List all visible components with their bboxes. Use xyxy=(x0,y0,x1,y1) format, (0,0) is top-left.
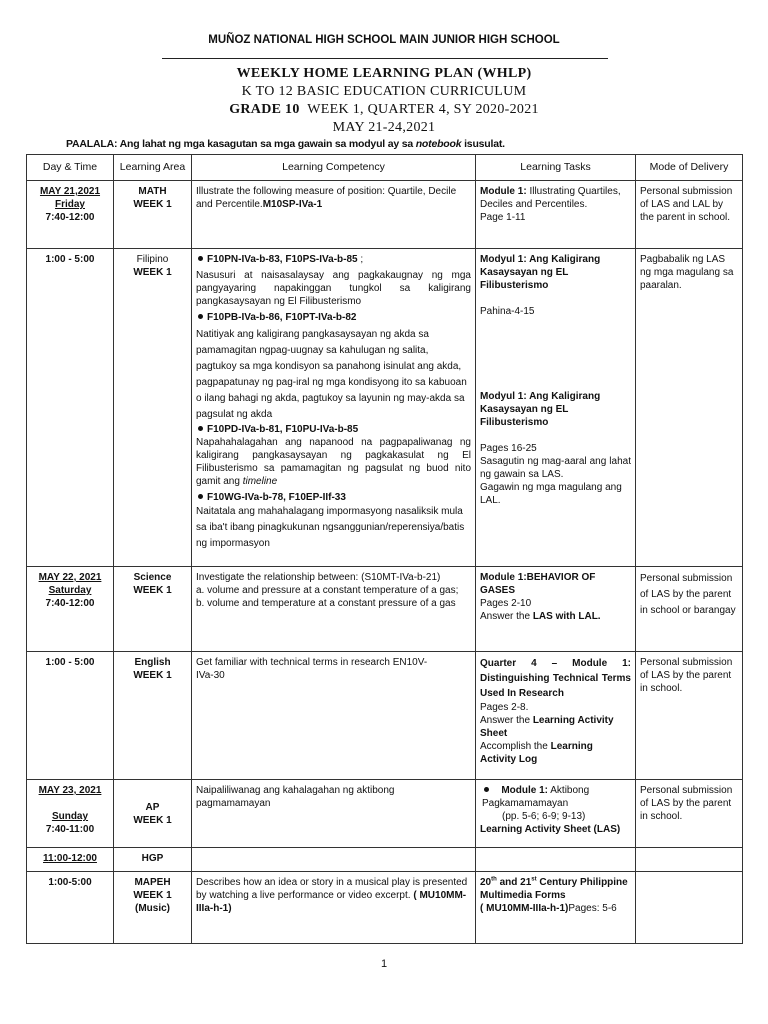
competency-text: Nasusuri at naisasalaysay ang pagkakaugnay ng mga pangyayaring napakinggan tungkol sa kaligirang pangkasaysayan ng El Filibusterismo xyxy=(196,270,471,307)
week-quarter: WEEK 1, QUARTER 4, SY 2020-2021 xyxy=(307,102,539,117)
cell-tasks xyxy=(476,249,636,567)
bullet-icon xyxy=(198,314,203,319)
col-mode-of-delivery: Mode of Delivery xyxy=(636,155,743,181)
task-text: Illustrating Quartiles, Deciles and Percentiles. xyxy=(480,186,621,210)
cell-area xyxy=(114,249,192,567)
row-time: 1:00-5:00 xyxy=(48,877,92,888)
cell-day: 11:00-12:00 xyxy=(27,848,114,872)
task-pages: Pahina-4-15 xyxy=(480,306,535,317)
competency-code: ( MU10MM-IIIa-h-1) xyxy=(196,890,467,914)
paalala-suffix: isusulat. xyxy=(464,138,505,150)
date-range: MAY 21-24,2021 xyxy=(332,120,436,135)
cell-area xyxy=(114,780,192,848)
task-text-bold: LAS with LAL. xyxy=(532,611,601,622)
task-number: and 21 xyxy=(496,877,532,888)
code-suffix: ; xyxy=(357,254,364,265)
area-week: WEEK 1 xyxy=(133,814,172,826)
cell-day xyxy=(27,567,114,652)
competency-text: Describes how an idea or story in a musical play is presented by watching a live performance or video excerpt. xyxy=(196,877,468,901)
area-week: WEEK 1 xyxy=(133,199,172,210)
cell-tasks xyxy=(476,567,636,652)
bullet-icon xyxy=(198,494,203,499)
task-module: Modyul 1: Ang Kaligirang Kasaysayan ng EL Filibusterismo xyxy=(480,254,601,291)
task-module: Module 1: xyxy=(501,785,549,796)
row-date: MAY 22, 2021 xyxy=(38,572,102,583)
competency-text: Investigate the relationship between: (S10MT-IVa-b-21) xyxy=(196,572,441,583)
cell-delivery: Personal submission of LAS by the parent in school or barangay xyxy=(636,567,743,652)
task-text-bold: Learning Activity Sheet (LAS) xyxy=(480,824,621,835)
row-time: 7:40-12:00 xyxy=(45,212,95,223)
col-learning-area: Learning Area xyxy=(114,155,192,181)
table-row-mapeh xyxy=(27,872,743,944)
paalala-prefix: PAALALA: Ang lahat ng mga kasagutan sa mga gawain sa modyul ay sa xyxy=(66,138,413,150)
cell-day xyxy=(27,652,114,780)
cell-competency xyxy=(192,181,476,249)
grade-label: GRADE 10 xyxy=(229,102,300,117)
document-title: WEEKLY HOME LEARNING PLAN (WHLP) xyxy=(236,66,532,81)
header-rule xyxy=(162,58,608,59)
area-week: WEEK 1 xyxy=(133,890,172,901)
cell-delivery xyxy=(636,872,743,944)
task-pages: Pages 2-10 xyxy=(480,598,532,609)
paalala-italic: notebook xyxy=(415,138,462,150)
cell-competency xyxy=(192,249,476,567)
task-pages: (pp. 5-6; 6-9; 9-13) xyxy=(502,811,586,822)
cell-area xyxy=(114,181,192,249)
area-week: WEEK 1 xyxy=(133,267,172,278)
competency-code: F10WG-IVa-b-78, F10EP-IIf-33 xyxy=(207,492,346,503)
cell-area xyxy=(114,567,192,652)
table-row-english xyxy=(27,652,743,780)
cell-tasks xyxy=(476,181,636,249)
competency-text: a. volume and pressure at a constant temperature of a gas; xyxy=(196,585,459,596)
task-module: Module 1:BEHAVIOR OF GASES xyxy=(480,572,596,596)
competency-text: Naipaliliwanag ang kahalagahan ng aktibong pagmamamayan xyxy=(196,785,395,809)
cell-competency xyxy=(192,780,476,848)
col-learning-competency: Learning Competency xyxy=(192,155,476,181)
row-time: 1:00 - 5:00 xyxy=(45,254,95,265)
competency-text: Natitiyak ang kaligirang pangkasaysayan ng akda sa pamamagitan ngpag-uugnay sa kahulugan ng salita, pagtukoy sa mga kondisyon sa panahong isinulat ang akda, pagpapatunay ng pag-iral ng mga kondisyong ito sa kabuoan o ilang bahagi ng akda, pagtukoy sa layunin ng may-akda sa pagsulat ng akda xyxy=(196,329,467,420)
bullet-icon xyxy=(198,256,203,261)
cell-delivery: Personal submission of LAS and LAL by the parent in school. xyxy=(636,181,743,249)
table-row-filipino xyxy=(27,249,743,567)
row-date: MAY 21,2021 xyxy=(39,186,101,197)
cell-area xyxy=(114,872,192,944)
row-time: 7:40-11:00 xyxy=(45,824,95,835)
row-day: Saturday xyxy=(48,585,92,596)
cell-delivery: Personal submission of LAS by the parent in school. xyxy=(636,780,743,848)
competency-code: M10SP-IVa-1 xyxy=(262,199,323,210)
cell-tasks xyxy=(476,872,636,944)
area-week: WEEK 1 xyxy=(133,670,172,681)
cell-competency xyxy=(192,848,476,872)
row-date: MAY 23, 2021 xyxy=(38,785,102,796)
table-row-math xyxy=(27,181,743,249)
task-text: Accomplish the xyxy=(480,741,551,752)
row-day: Sunday xyxy=(51,811,89,822)
bullet-icon xyxy=(484,787,489,792)
whlp-table xyxy=(26,154,743,944)
task-pages: Page 1-11 xyxy=(480,212,526,223)
competency-code: F10PB-IVa-b-86, F10PT-IVa-b-82 xyxy=(207,312,357,323)
cell-tasks xyxy=(476,652,636,780)
task-code: ( MU10MM-IIIa-h-1) xyxy=(480,903,569,914)
area-name: MAPEH xyxy=(134,877,171,888)
task-module: Modyul 1: Ang Kaligirang Kasaysayan ng EL Filibusterismo xyxy=(480,391,601,428)
cell-competency xyxy=(192,567,476,652)
area-week: WEEK 1 xyxy=(133,585,172,596)
competency-text-italic: timeline xyxy=(242,476,278,487)
task-text-bold: Learning Activity Sheet xyxy=(480,715,614,739)
grade-line xyxy=(0,102,768,118)
area-name: AP xyxy=(145,801,160,813)
cell-area xyxy=(114,652,192,780)
competency-text-main: Napahahalagahan ang napanood na pagpapaliwanag ng kaligirang pangkasaysayan ng pagkakasulat ng El Filibusterismo sa pamamagitan ng pagsulat ng buod nito gamit ang xyxy=(196,437,471,487)
row-time: 7:40-12:00 xyxy=(45,598,95,609)
task-number: 20 xyxy=(480,877,492,888)
cell-delivery: Personal submission of LAS by the parent in school. xyxy=(636,652,743,780)
competency-text: b. volume and temperature at a constant pressure of a gas xyxy=(196,598,456,609)
competency-text: Get familiar with technical terms in research EN10V-IVa-30 xyxy=(196,657,428,681)
task-text: Answer the xyxy=(480,715,533,726)
col-learning-tasks: Learning Tasks xyxy=(476,155,636,181)
cell-delivery: Pagbabalik ng LAS ng mga magulang sa paaralan. xyxy=(636,249,743,567)
bullet-icon xyxy=(198,426,203,431)
task-pages: Pages 16-25 xyxy=(480,443,537,454)
school-name: MUÑOZ NATIONAL HIGH SCHOOL MAIN JUNIOR HIGH SCHOOL xyxy=(208,34,560,46)
area-name: Filipino xyxy=(136,254,169,265)
competency-text: Illustrate the following measure of position: Quartile, Decile and Percentile. xyxy=(196,186,457,210)
col-day-time: Day & Time xyxy=(27,155,114,181)
area-sub: (Music) xyxy=(135,903,170,914)
cell-competency xyxy=(192,652,476,780)
task-text: Gagawin ng mga magulang ang LAL. xyxy=(480,482,622,506)
cell-delivery xyxy=(636,848,743,872)
paalala-note xyxy=(66,138,505,150)
table-row-ap xyxy=(27,780,743,848)
cell-day xyxy=(27,872,114,944)
task-text: Sasagutin ng mag-aaral ang lahat ng gawain sa LAS. xyxy=(480,456,631,480)
task-text-bold: Learning Activity Log xyxy=(480,741,593,765)
table-row-science xyxy=(27,567,743,652)
task-pages: Pages: 5-6 xyxy=(568,903,617,914)
cell-day xyxy=(27,249,114,567)
area-name: English xyxy=(134,657,171,668)
task-suffix: st xyxy=(531,876,537,883)
competency-text: Naitatala ang mahahalagang impormasyong nasaliksik mula sa iba't ibang pinagkukunan ngsanggunian/reperensiya/batis ng impormasyon xyxy=(196,506,465,549)
competency-code: F10PD-IVa-b-81, F10PU-IVa-b-85 xyxy=(207,424,359,435)
task-module: Quarter 4 – Module 1: Distinguishing Technical Terms Used In Research xyxy=(480,658,631,699)
task-title: Century Philippine Multimedia Forms xyxy=(480,877,628,901)
area-name: MATH xyxy=(138,186,167,197)
task-module: Module 1: xyxy=(480,186,527,197)
area-name: Science xyxy=(133,572,172,583)
competency-code: F10PN-IVa-b-83, F10PS-IVa-b-85 xyxy=(207,254,358,265)
cell-tasks xyxy=(476,848,636,872)
row-time: 1:00 - 5:00 xyxy=(45,657,95,668)
cell-tasks xyxy=(476,780,636,848)
row-day: Friday xyxy=(54,199,85,210)
cell-day xyxy=(27,181,114,249)
task-title: Aktibong Pagkamamamayan xyxy=(482,785,590,809)
page-number: 1 xyxy=(380,958,388,970)
task-suffix: th xyxy=(491,876,497,883)
task-text: Answer the xyxy=(480,611,533,622)
competency-text xyxy=(196,436,471,488)
table-row-hgp xyxy=(27,848,743,872)
cell-area: HGP xyxy=(114,848,192,872)
task-pages: Pages 2-8. xyxy=(480,702,529,713)
cell-day xyxy=(27,780,114,848)
table-header-row xyxy=(27,155,743,181)
curriculum-line: K TO 12 BASIC EDUCATION CURRICULUM xyxy=(241,84,527,99)
cell-competency xyxy=(192,872,476,944)
